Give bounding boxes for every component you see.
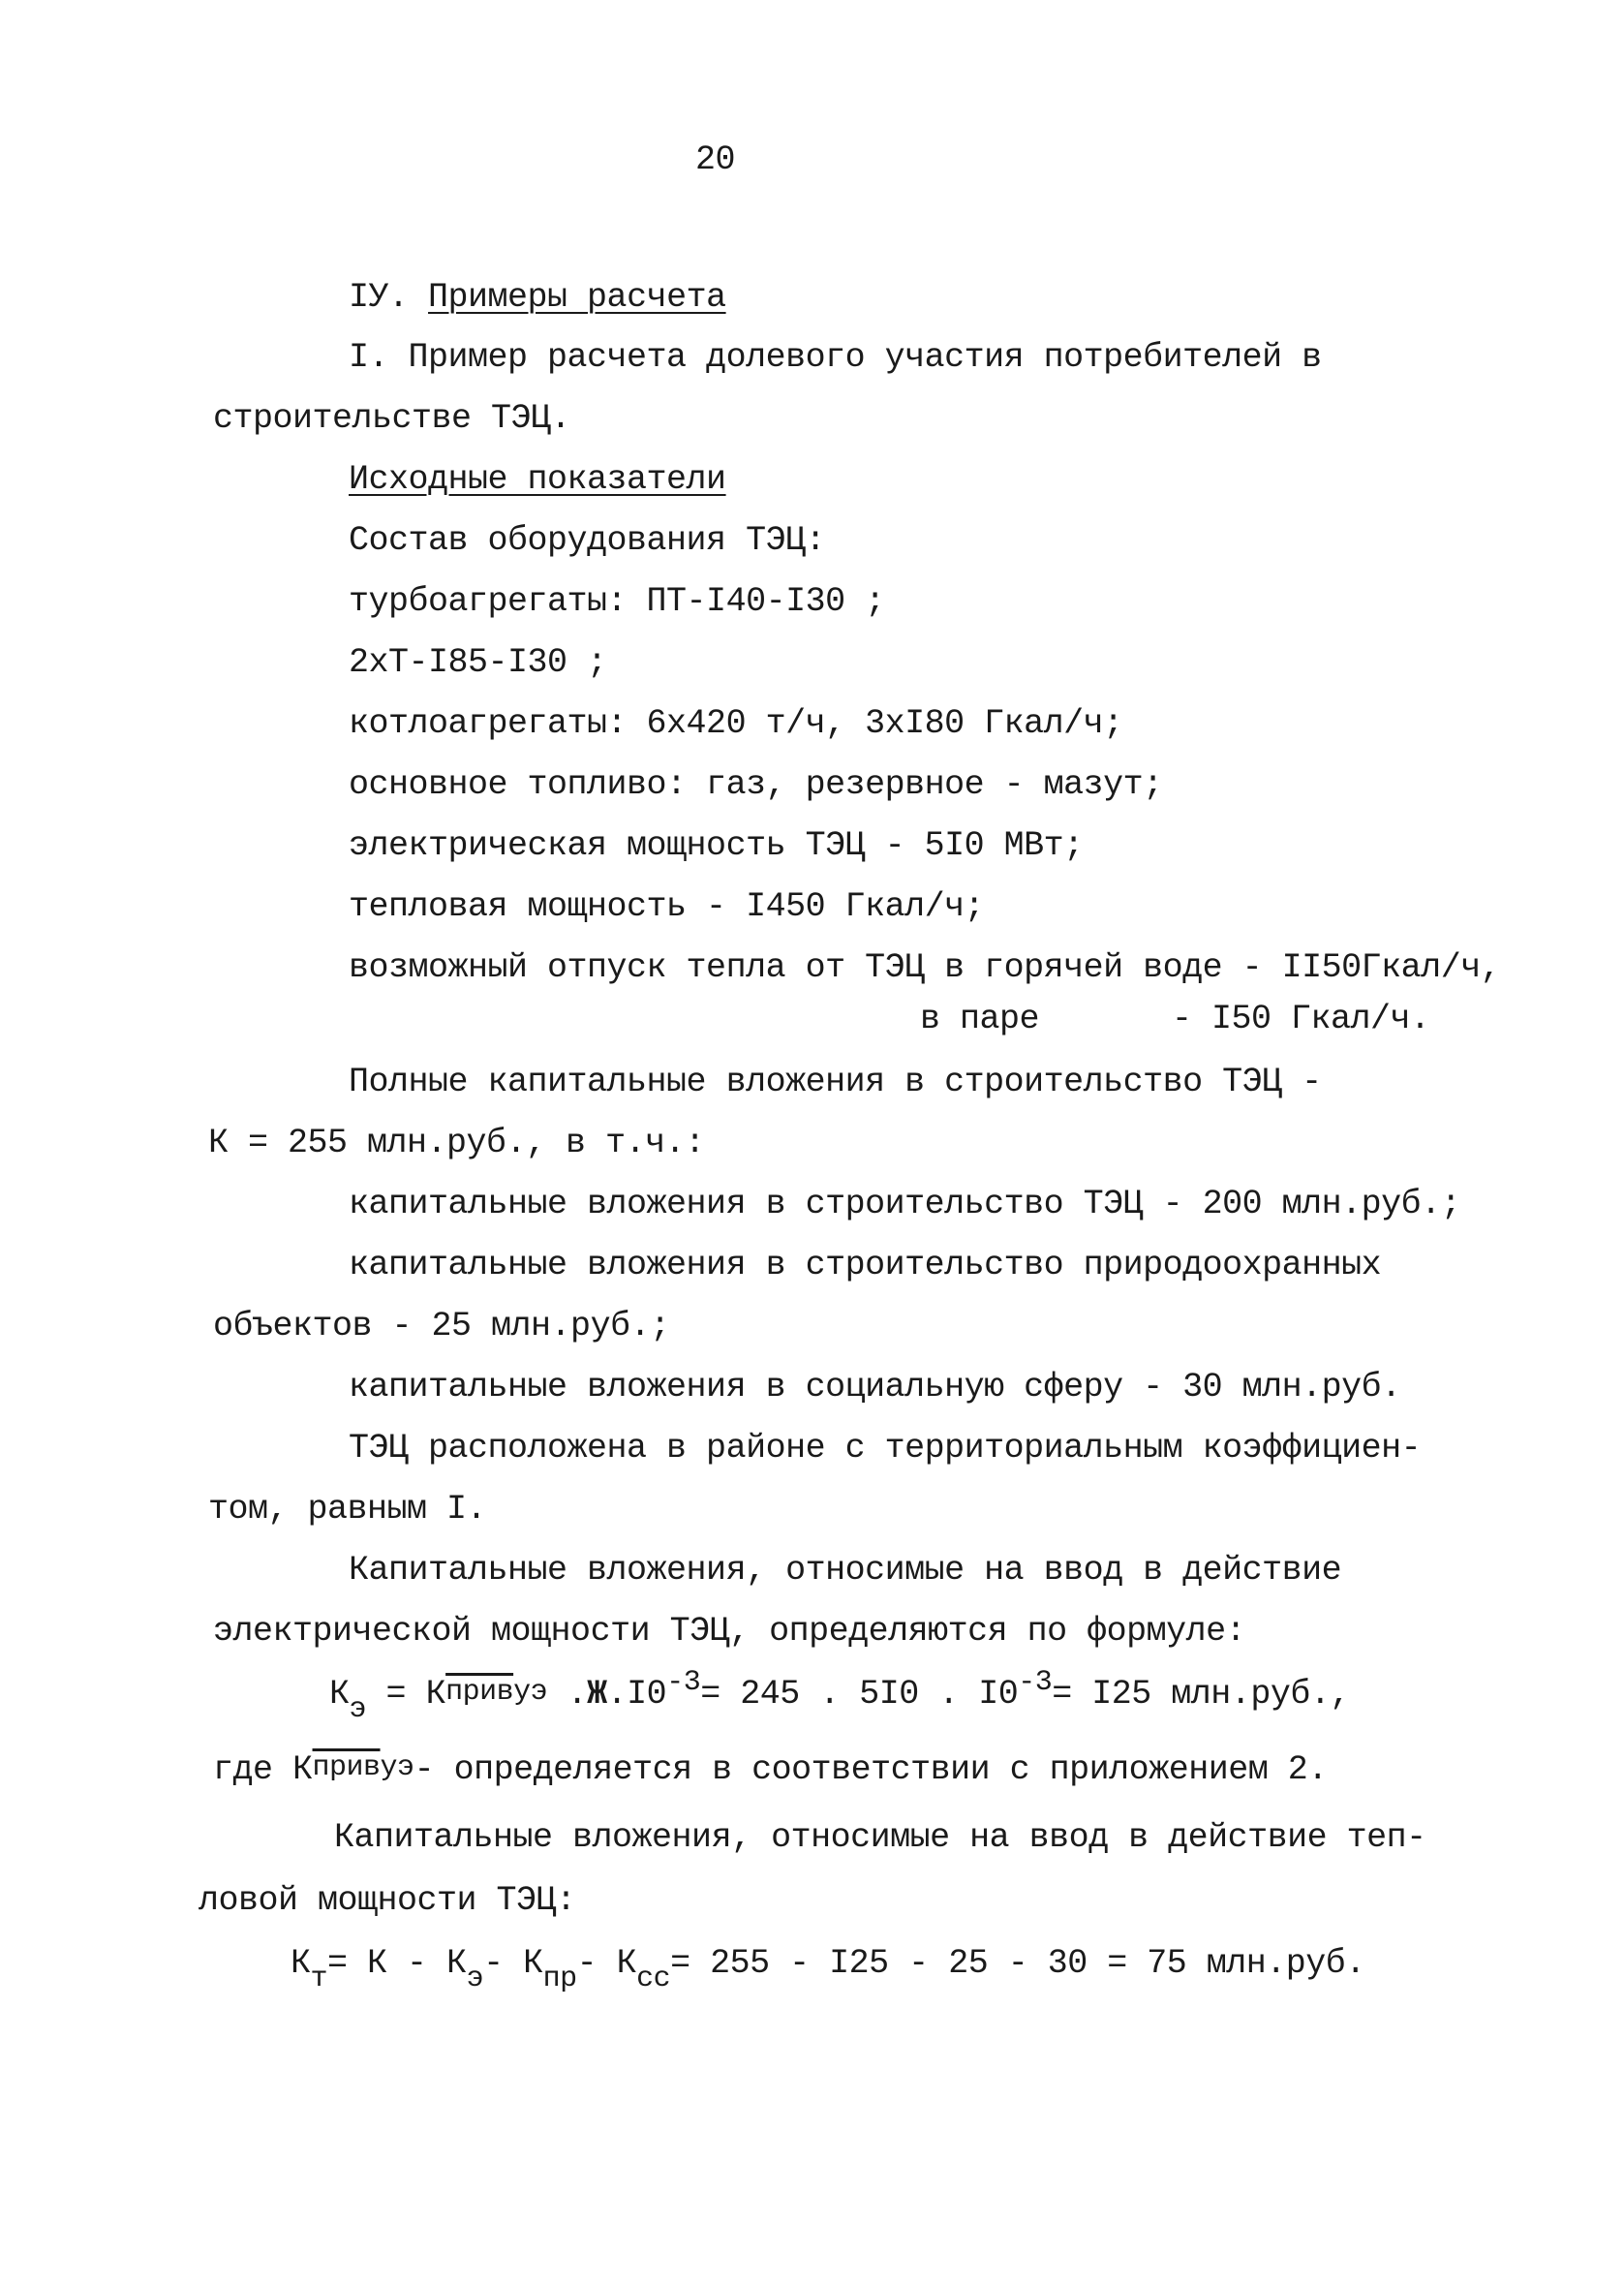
location-line2: том, равным I. (208, 1490, 487, 1529)
location-line1: ТЭЦ расположена в районе с территориальным коэффициен- (349, 1429, 1422, 1468)
capital-line2: К = 255 млн.руб., в т.ч.: (208, 1124, 705, 1162)
where-line: где Кпривуэ- определяется в соответствии с приложением 2. (213, 1750, 1328, 1789)
equipment-line4: котлоагрегаты: 6х420 т/ч, 3хI80 Гкал/ч; (349, 704, 1123, 743)
example-title-line2: строительстве ТЭЦ. (213, 399, 571, 438)
formula-electric: Кэ = Кпривуэ .Ж.I0-3= 245 . 5I0 . I0-3= I25 млн.руб., (329, 1666, 1350, 1726)
equipment-line2: турбоагрегаты: ПТ-I40-I30 ; (349, 582, 885, 621)
capital-line1: Полные капитальные вложения в строительство ТЭЦ - (349, 1063, 1322, 1101)
section-title: Примеры расчета (428, 278, 726, 317)
section-heading (349, 278, 726, 317)
electric-invest-line2: электрической мощности ТЭЦ, определяются по формуле: (213, 1612, 1246, 1651)
equipment-line8: возможный отпуск тепла от ТЭЦ в горячей воде - II50Гкал/ч, (349, 948, 1501, 987)
capital-line6: капитальные вложения в социальную сферу - 30 млн.руб. (349, 1368, 1401, 1406)
equipment-line7: тепловая мощность - I450 Гкал/ч; (349, 887, 985, 926)
example-title-line1: I. Пример расчета долевого участия потребителей в (349, 338, 1322, 377)
capital-line3: капитальные вложения в строительство ТЭЦ - 200 млн.руб.; (349, 1185, 1461, 1223)
heat-invest-line1: Капитальные вложения, относимые на ввод в действие теп- (334, 1818, 1426, 1857)
equipment-line9-value: - I50 Гкал/ч. (1172, 1000, 1430, 1038)
capital-line4: капитальные вложения в строительство природоохранных (349, 1246, 1382, 1284)
equipment-line9-steam: в паре (920, 1000, 1040, 1038)
equipment-line6: электрическая мощность ТЭЦ - 5I0 МВт; (349, 826, 1084, 865)
heat-invest-line2: ловой мощности ТЭЦ: (199, 1881, 576, 1920)
ink-mark: Ж (587, 1675, 607, 1714)
equipment-line5: основное топливо: газ, резервное - мазут; (349, 765, 1163, 804)
electric-invest-line1: Капитальные вложения, относимые на ввод в действие (349, 1551, 1342, 1590)
capital-line5: объектов - 25 млн.руб.; (213, 1307, 670, 1345)
page-number: 20 (695, 140, 736, 179)
equipment-line1: Состав оборудования ТЭЦ: (349, 521, 826, 560)
indicators-heading: Исходные показатели (349, 460, 726, 499)
equipment-line3: 2хТ-I85-I30 ; (349, 643, 607, 682)
formula-heat: Кт= К - Кэ- Кпр- Ксс= 255 - I25 - 25 - 30 = 75 млн.руб. (291, 1944, 1365, 1995)
section-numeral: IУ. (349, 278, 409, 317)
